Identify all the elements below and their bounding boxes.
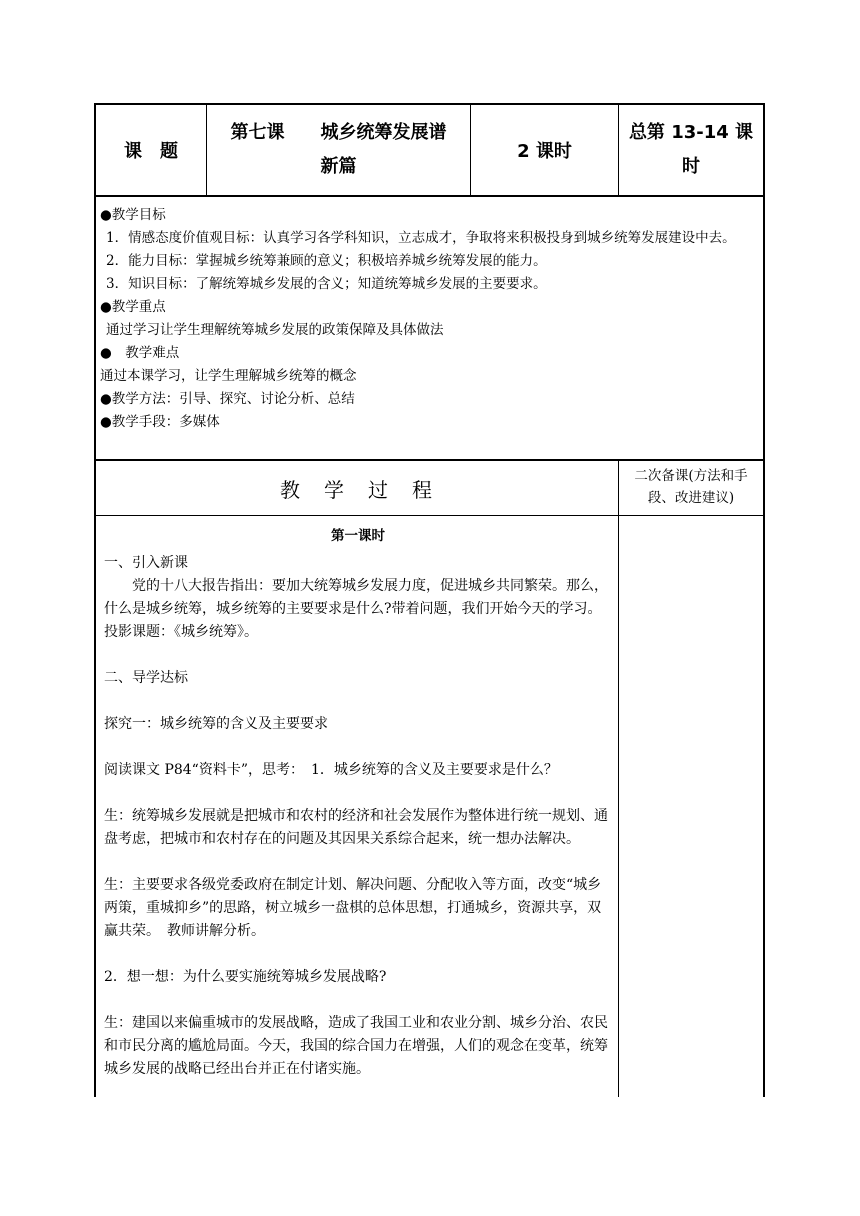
difficult-points-heading: ● 教学难点 [100, 345, 180, 361]
total-hours-line1: 总第 13-14 课 [628, 122, 754, 143]
teaching-means: ●教学手段：多媒体 [100, 414, 220, 430]
process-title: 教 学 过 程 [280, 477, 434, 502]
explore-one-heading: 探究一：城乡统筹的含义及主要要求 [104, 716, 328, 732]
section-intro-heading: 一、引入新课 [104, 555, 188, 571]
border-header-bottom [94, 195, 765, 197]
lesson-one-title: 第一课时 [331, 528, 385, 544]
border-right [763, 103, 765, 1097]
key-points-heading: ●教学重点 [100, 299, 166, 315]
lesson-title-line1: 第七课 城乡统筹发展谱 [230, 122, 447, 143]
objective-ability: 2．能力目标：掌握城乡统筹兼顾的意义；积极培养城乡统筹发展的能力。 [106, 253, 547, 269]
objective-emotion: 1．情感态度价值观目标：认真学习各学科知识，立志成才，争取将来积极投身到城乡统筹发展建设中去。 [106, 230, 736, 246]
teaching-method: ●教学方法：引导、探究、讨论分析、总结 [100, 391, 355, 407]
border-process-v [618, 460, 619, 1097]
second-prep-line2: 段、改进建议) [647, 490, 735, 506]
process-title-cell [96, 461, 618, 515]
section-intro-text: 党的十八大报告指出：要加大统筹城乡发展力度，促进城乡共同繁荣。那么，什么是城乡统筹，城乡统筹的主要要求是什么?带着问题，我们开始今天的学习。 投影课题：《城乡统筹》。 [104, 578, 613, 640]
difficult-points-text: 通过本课学习，让学生理解城乡统筹的概念 [100, 368, 357, 384]
border-process-header-bottom [94, 515, 765, 516]
total-hours-cell [619, 105, 763, 195]
key-points-text: 通过学习让学生理解统筹城乡发展的政策保障及具体做法 [106, 322, 444, 338]
objectives-heading: ●教学目标 [100, 207, 166, 223]
total-hours-line2: 时 [682, 156, 700, 177]
hours-text: 2 课时 [517, 141, 572, 162]
lesson-title-cell [207, 105, 470, 195]
question-why: 2．想一想：为什么要实施统筹城乡发展战略? [104, 969, 387, 985]
subject-label-cell [96, 105, 206, 195]
border-left [94, 103, 96, 1097]
section-guide-heading: 二、导学达标 [104, 670, 188, 686]
process-body [104, 525, 612, 1081]
reading-question: 阅读课文 P84“资料卡”，思考： 1．城乡统筹的含义及主要要求是什么？ [104, 762, 558, 778]
lesson-title-line2: 新篇 [320, 156, 357, 177]
objective-knowledge: 3．知识目标：了解统筹城乡发展的含义；知道统筹城乡发展的主要要求。 [106, 276, 547, 292]
subject-label: 课 题 [124, 141, 178, 162]
lesson-plan-table [94, 103, 765, 1097]
answer-requirements: 生：主要要求各级党委政府在制定计划、解决问题、分配收入等方面，改变“城乡两策，重城抑乡”的思路，树立城乡一盘棋的总体思想，打通城乡，资源共享，双赢共荣。 教师讲解分析。 [104, 877, 602, 939]
answer-why: 生：建国以来偏重城市的发展战略，造成了我国工业和农业分割、城乡分治、农民和市民分离的尴尬局面。今天，我国的综合国力在增强，人们的观念在变革，统筹城乡发展的战略已经出台并正在付诸实施。 [104, 1015, 608, 1077]
second-prep-line1: 二次备课(方法和手 [634, 468, 748, 484]
second-prep-cell [619, 465, 763, 515]
objectives-cell [100, 204, 758, 434]
answer-meaning: 生：统筹城乡发展就是把城市和农村的经济和社会发展作为整体进行统一规划、通盘考虑，把城市和农村存在的问题及其因果关系综合起来，统一想办法解决。 [104, 808, 608, 847]
hours-cell [471, 105, 618, 195]
